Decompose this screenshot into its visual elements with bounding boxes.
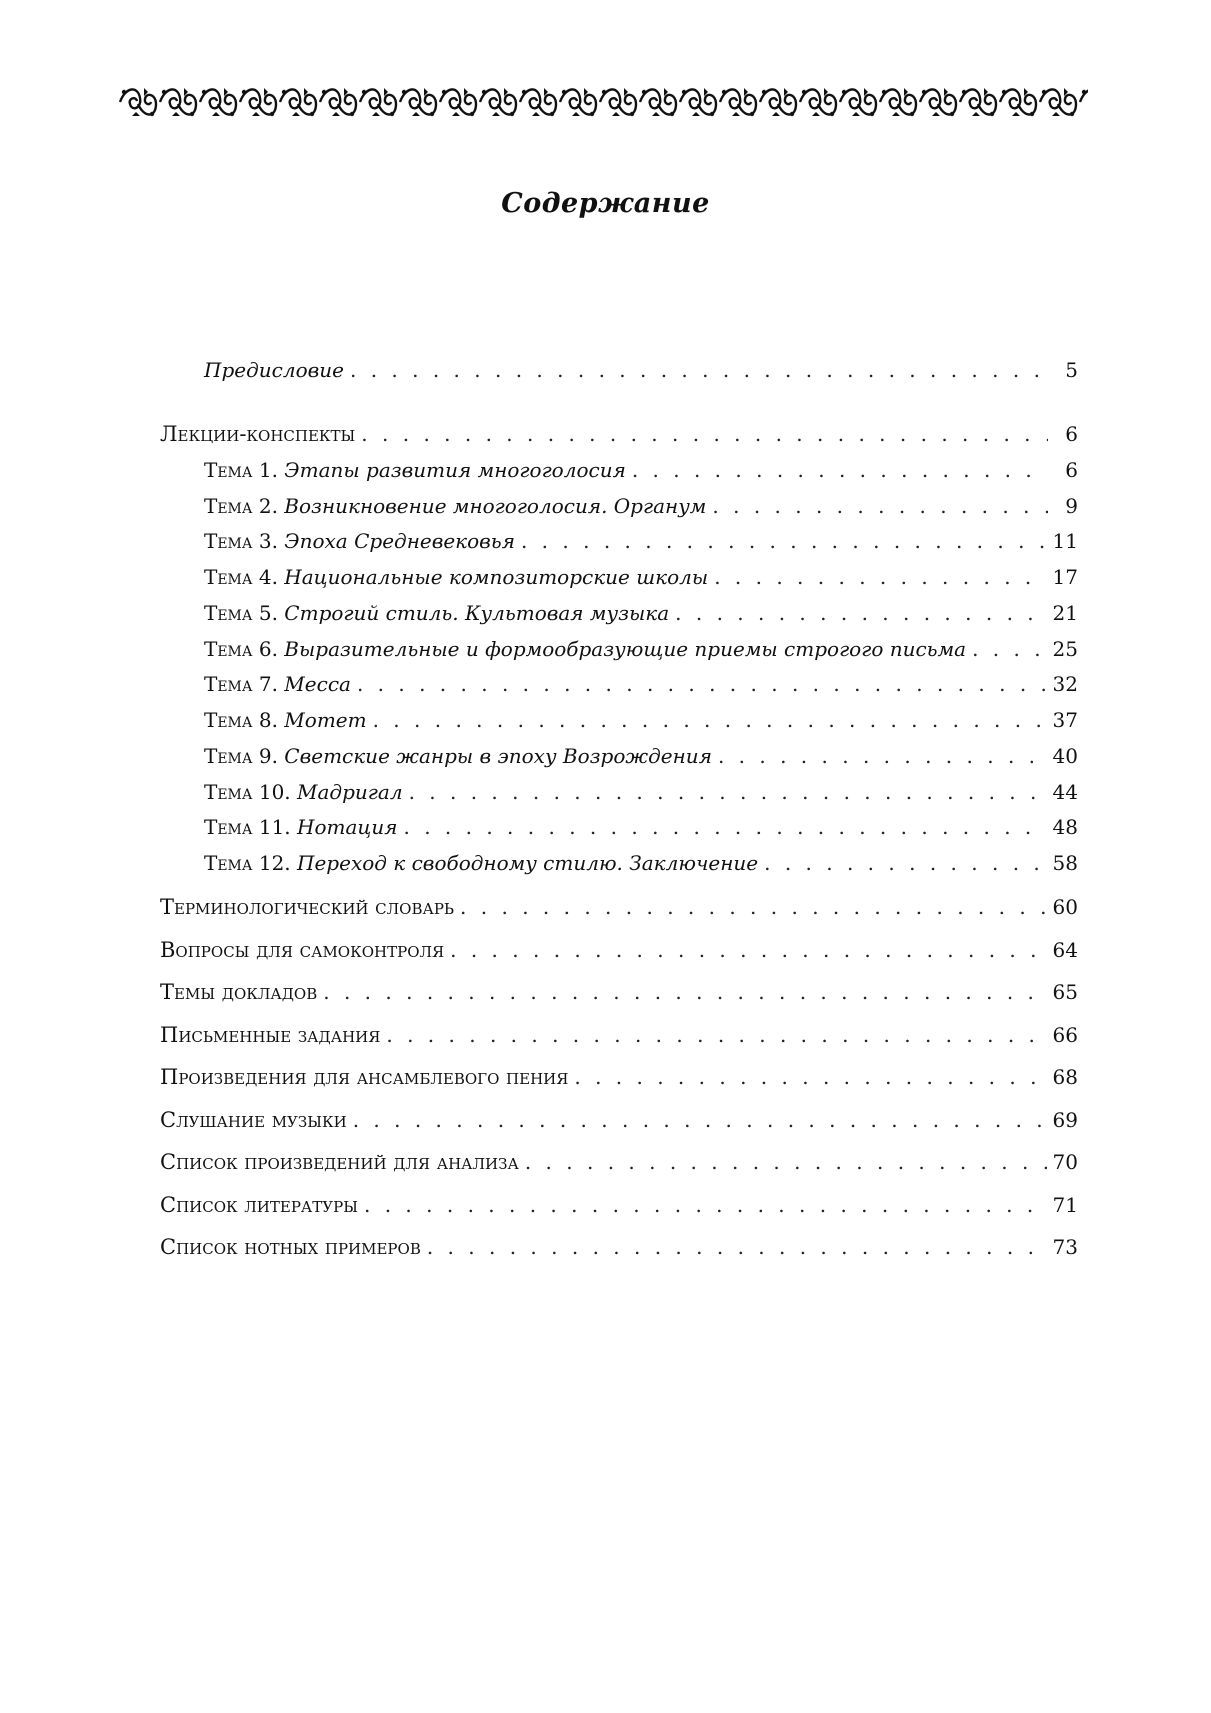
leader-dots bbox=[386, 1023, 1046, 1047]
toc-entry-page: 9 bbox=[1065, 494, 1078, 518]
toc-entry-label: Слушание музыки bbox=[160, 1108, 347, 1132]
toc-entry-page: 48 bbox=[1052, 815, 1078, 839]
leader-dots bbox=[525, 1150, 1047, 1174]
toc-entry-page: 44 bbox=[1052, 780, 1078, 804]
toc-entry-page: 60 bbox=[1052, 895, 1078, 919]
topic-number: Тема 11. bbox=[204, 815, 291, 839]
toc-entry-label: Предисловие bbox=[204, 358, 344, 382]
toc-entry-page: 65 bbox=[1052, 980, 1078, 1004]
toc-entry-music-examples[interactable] bbox=[160, 1235, 1078, 1259]
topic-number: Тема 8. bbox=[204, 708, 278, 732]
topic-number: Тема 6. bbox=[204, 637, 278, 661]
topic-title: Мадригал bbox=[297, 780, 403, 804]
toc-entry-topic-8[interactable] bbox=[204, 708, 1078, 732]
topic-number: Тема 12. bbox=[204, 851, 291, 875]
leader-dots bbox=[712, 494, 1048, 518]
toc-entry-glossary[interactable] bbox=[160, 895, 1078, 919]
leader-dots bbox=[373, 708, 1047, 732]
toc-entry-topic-1[interactable] bbox=[204, 458, 1078, 482]
toc-entry-label: Список нотных примеров bbox=[160, 1235, 421, 1259]
toc-entry-page: 71 bbox=[1052, 1193, 1078, 1217]
leader-dots bbox=[632, 458, 1048, 482]
toc-entry-topic-5[interactable] bbox=[204, 601, 1078, 625]
toc-entry-preface[interactable] bbox=[204, 358, 1078, 382]
toc-entry-page: 25 bbox=[1052, 637, 1078, 661]
topic-number: Тема 5. bbox=[204, 601, 278, 625]
toc-entry-report-topics[interactable] bbox=[160, 980, 1078, 1004]
toc-entry-topic-9[interactable] bbox=[204, 744, 1078, 768]
toc-entry-page: 73 bbox=[1052, 1235, 1078, 1259]
toc-entry-page: 70 bbox=[1052, 1150, 1078, 1174]
leader-dots bbox=[364, 1193, 1047, 1217]
toc-entry-page: 21 bbox=[1052, 601, 1078, 625]
topic-title: Строгий стиль. Культовая музыка bbox=[284, 601, 670, 625]
topic-title: Мотет bbox=[284, 708, 367, 732]
toc-entry-topic-11[interactable] bbox=[204, 815, 1078, 839]
leader-dots bbox=[353, 1108, 1047, 1132]
topic-title: Эпоха Средневековья bbox=[284, 529, 515, 553]
toc-entry-topic-12[interactable] bbox=[204, 851, 1078, 875]
topic-number: Тема 10. bbox=[204, 780, 291, 804]
toc-entry-page: 32 bbox=[1052, 672, 1078, 696]
topic-title: Месса bbox=[284, 672, 351, 696]
toc-entry-page: 68 bbox=[1052, 1065, 1078, 1089]
leader-dots bbox=[323, 980, 1046, 1004]
toc-entry-topic-10[interactable] bbox=[204, 780, 1078, 804]
toc-entry-written-tasks[interactable] bbox=[160, 1023, 1078, 1047]
leader-dots bbox=[718, 744, 1047, 768]
leader-dots bbox=[460, 895, 1047, 919]
leader-dots bbox=[357, 672, 1047, 696]
toc-entry-lectures[interactable] bbox=[160, 422, 1078, 446]
toc-entry-label: Лекции-конспекты bbox=[160, 422, 356, 446]
leader-dots bbox=[427, 1235, 1047, 1259]
leader-dots bbox=[403, 815, 1046, 839]
leader-dots bbox=[521, 529, 1047, 553]
toc-entry-page: 58 bbox=[1052, 851, 1078, 875]
topic-number: Тема 4. bbox=[204, 565, 278, 589]
leader-dots bbox=[574, 1065, 1046, 1089]
toc-entry-page: 66 bbox=[1052, 1023, 1078, 1047]
topic-number: Тема 9. bbox=[204, 744, 278, 768]
topic-title: Национальные композиторские школы bbox=[284, 565, 709, 589]
leader-dots bbox=[361, 422, 1048, 446]
toc-entry-label: Список произведений для анализа bbox=[160, 1150, 519, 1174]
toc-entry-literature[interactable] bbox=[160, 1193, 1078, 1217]
toc-entry-label: Произведения для ансамблевого пения bbox=[160, 1065, 569, 1089]
toc-entry-topic-6[interactable] bbox=[204, 637, 1078, 661]
leader-dots bbox=[714, 565, 1046, 589]
topic-title: Светские жанры в эпоху Возрождения bbox=[284, 744, 712, 768]
topic-title: Переход к свободному стилю. Заключение bbox=[297, 851, 759, 875]
topic-number: Тема 2. bbox=[204, 494, 278, 518]
ornament-border bbox=[118, 82, 1088, 122]
leader-dots bbox=[675, 601, 1046, 625]
toc-entry-listening[interactable] bbox=[160, 1108, 1078, 1132]
topic-title: Нотация bbox=[297, 815, 398, 839]
toc-entry-topic-2[interactable] bbox=[204, 494, 1078, 518]
toc-entry-page: 40 bbox=[1052, 744, 1078, 768]
leader-dots bbox=[409, 780, 1047, 804]
leader-dots bbox=[350, 358, 1048, 382]
toc-entry-page: 37 bbox=[1052, 708, 1078, 732]
toc-entry-label: Терминологический словарь bbox=[160, 895, 455, 919]
toc-entry-label: Вопросы для самоконтроля bbox=[160, 938, 445, 962]
toc-entry-topic-7[interactable] bbox=[204, 672, 1078, 696]
toc-entry-page: 17 bbox=[1052, 565, 1078, 589]
toc-entry-label: Темы докладов bbox=[160, 980, 318, 1004]
topic-number: Тема 3. bbox=[204, 529, 278, 553]
leader-dots bbox=[972, 637, 1046, 661]
toc-entry-page: 69 bbox=[1052, 1108, 1078, 1132]
toc-entry-ensemble-works[interactable] bbox=[160, 1065, 1078, 1089]
toc-entry-page: 11 bbox=[1052, 529, 1078, 553]
toc-entry-page: 5 bbox=[1065, 358, 1078, 382]
topic-title: Выразительные и формообразующие приемы строгого письма bbox=[284, 637, 967, 661]
toc-entry-label: Письменные задания bbox=[160, 1023, 381, 1047]
leader-dots bbox=[764, 851, 1046, 875]
topic-title: Этапы развития многоголосия bbox=[284, 458, 626, 482]
topic-number: Тема 1. bbox=[204, 458, 278, 482]
toc-entry-page: 64 bbox=[1052, 938, 1078, 962]
toc-entry-page: 6 bbox=[1065, 458, 1078, 482]
leader-dots bbox=[450, 938, 1046, 962]
topic-number: Тема 7. bbox=[204, 672, 278, 696]
toc-entry-page: 6 bbox=[1065, 422, 1078, 446]
page-title: Содержание bbox=[501, 188, 710, 219]
toc-entry-analysis-works[interactable] bbox=[160, 1150, 1078, 1174]
toc-entry-label: Список литературы bbox=[160, 1193, 358, 1217]
toc-entry-topic-3[interactable] bbox=[204, 529, 1078, 553]
topic-title: Возникновение многоголосия. Органум bbox=[284, 494, 707, 518]
toc-entry-topic-4[interactable] bbox=[204, 565, 1078, 589]
toc-entry-self-control[interactable] bbox=[160, 938, 1078, 962]
